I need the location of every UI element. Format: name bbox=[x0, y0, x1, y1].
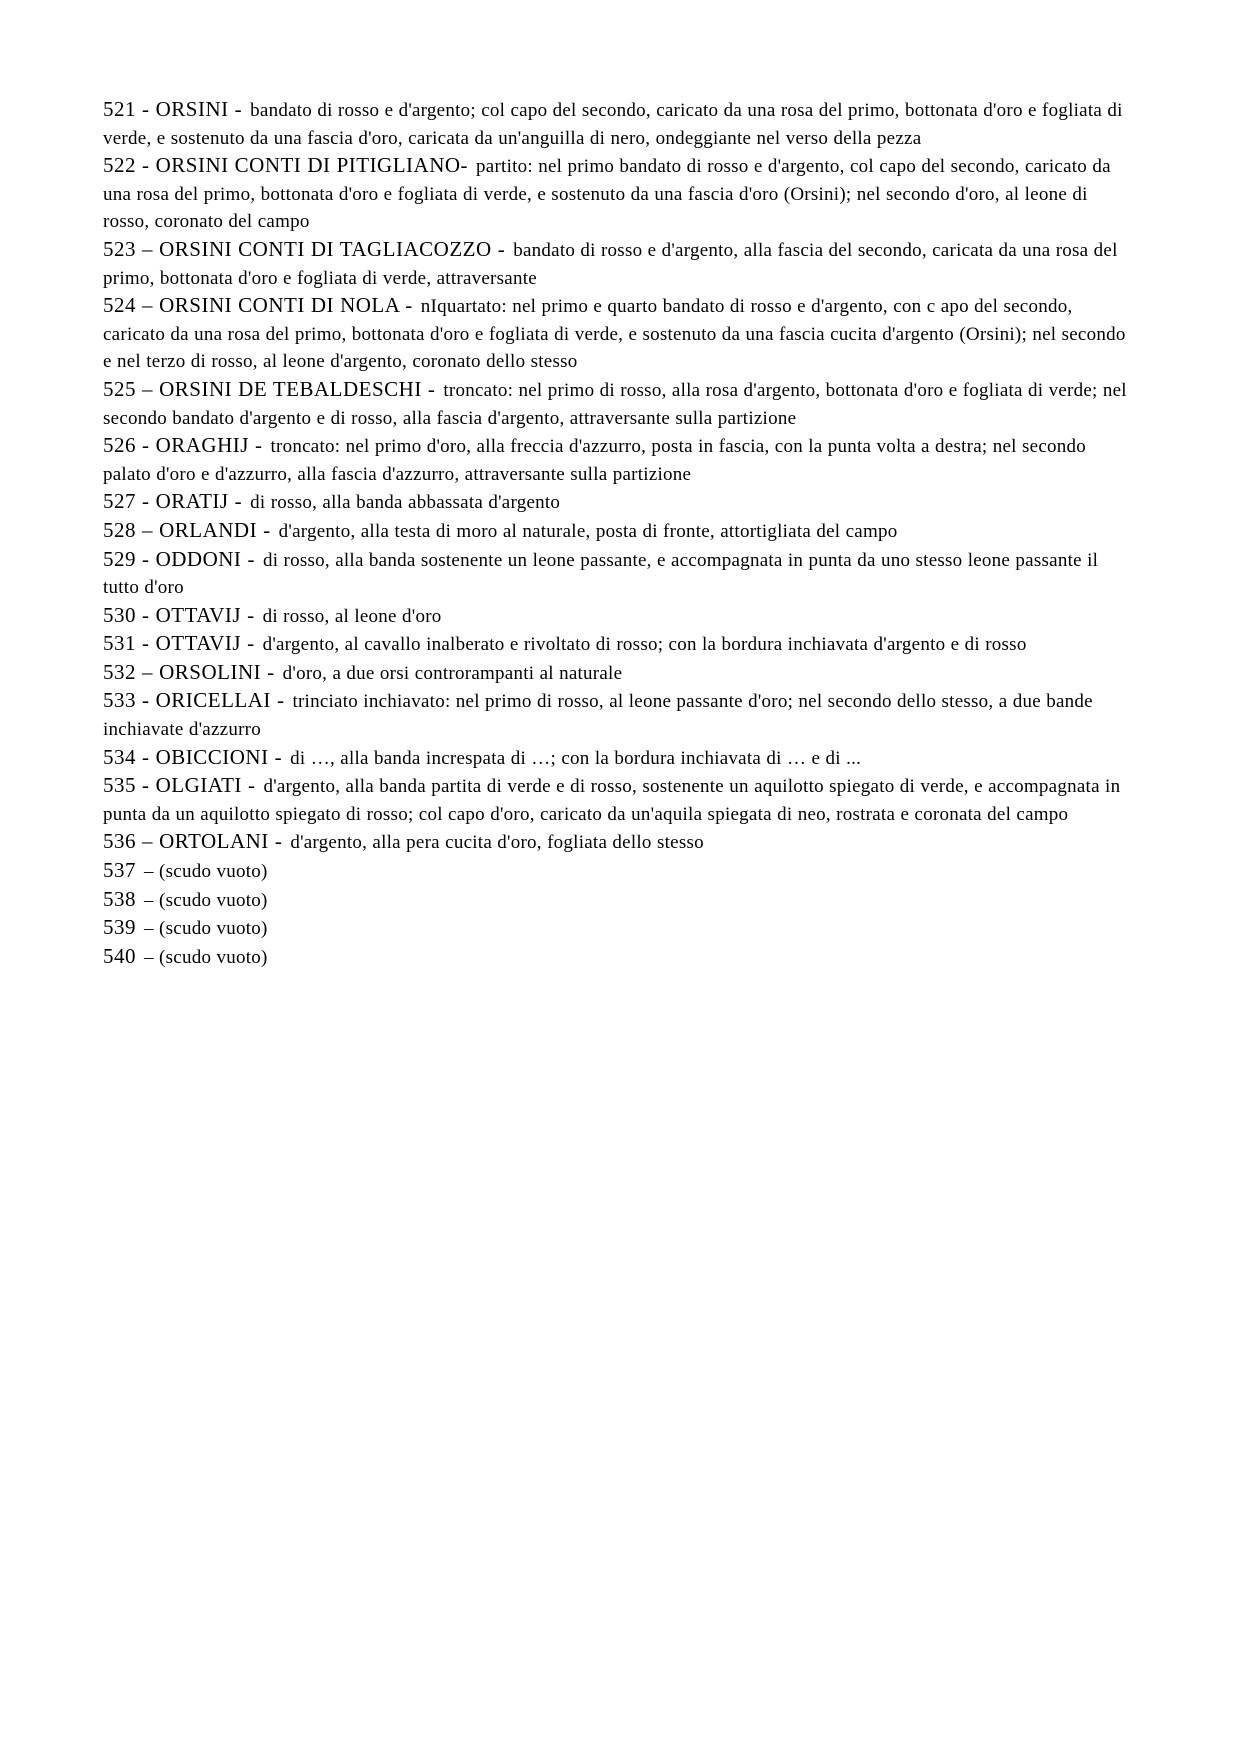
armorial-entry bbox=[103, 376, 1137, 432]
armorial-entry bbox=[103, 659, 1137, 688]
entry-number-and-family-name: 524 – ORSINI CONTI DI NOLA - bbox=[103, 293, 413, 318]
entry-blazon-description: di rosso, alla banda sostenente un leone passante, e accompagnata in punta da uno stesso leone passante il tutto d'oro bbox=[103, 549, 1099, 599]
armorial-entries-list bbox=[103, 96, 1137, 971]
entry-blazon-description: – (scudo vuoto) bbox=[144, 889, 268, 911]
entry-blazon-description: bandato di rosso e d'argento; col capo del secondo, caricato da una rosa del primo, bottonata d'oro e fogliata di verde, e sostenuto da una fascia d'oro, caricata da un'anguilla di nero, ondeggiante nel verso della pezza bbox=[103, 100, 1123, 149]
entry-number-and-family-name: 530 - OTTAVIJ - bbox=[103, 602, 255, 627]
entry-blazon-description: – (scudo vuoto) bbox=[144, 946, 268, 968]
entry-number-and-family-name: 539 bbox=[103, 915, 136, 940]
entry-blazon-description: partito: nel primo bandato di rosso e d'argento, col capo del secondo, caricato da una rosa del primo, bottonata d'oro e fogliata di verde, e sostenuto da una fascia d'oro (Orsini); nel secondo d'oro, al leone di rosso, coronato del campo bbox=[103, 156, 1111, 233]
entry-blazon-description: d'argento, alla pera cucita d'oro, fogliata dello stesso bbox=[290, 832, 704, 854]
entry-blazon-description: d'oro, a due orsi controrampanti al naturale bbox=[282, 662, 623, 684]
entry-number-and-family-name: 522 - ORSINI CONTI DI PITIGLIANO- bbox=[103, 153, 469, 178]
entry-number-and-family-name: 531 - OTTAVIJ - bbox=[103, 631, 255, 656]
entry-blazon-description: troncato: nel primo d'oro, alla freccia d'azzurro, posta in fascia, con la punta volta a destra; nel secondo palato d'oro e d'azzurro, alla fascia d'azzurro, attraversante sulla partizione bbox=[103, 436, 1087, 485]
entry-blazon-description: nIquartato: nel primo e quarto bandato di rosso e d'argento, con c apo del secondo, caricato da una rosa del primo, bottonata d'oro e fogliata di verde, e sostenuto da una fascia cucita d'argento (Orsini); nel secondo e nel terzo di rosso, al leone d'argento, coronato dello stesso bbox=[103, 296, 1126, 373]
entry-number-and-family-name: 538 bbox=[103, 886, 136, 911]
armorial-entry bbox=[103, 914, 1137, 943]
entry-blazon-description: di rosso, alla banda abbassata d'argento bbox=[250, 492, 561, 514]
entry-number-and-family-name: 532 – ORSOLINI - bbox=[103, 659, 275, 684]
entry-blazon-description: – (scudo vuoto) bbox=[144, 918, 268, 940]
entry-blazon-description: di …, alla banda increspata di …; con la bordura inchiavata di … e di ... bbox=[290, 747, 862, 769]
entry-number-and-family-name: 521 - ORSINI - bbox=[103, 97, 243, 121]
armorial-entry bbox=[103, 687, 1137, 743]
entry-number-and-family-name: 533 - ORICELLAI - bbox=[103, 688, 285, 713]
armorial-entry bbox=[103, 857, 1137, 886]
armorial-entry bbox=[103, 546, 1137, 602]
armorial-entry bbox=[103, 517, 1137, 546]
entry-blazon-description: d'argento, alla testa di moro al naturale, posta di fronte, attortigliata del campo bbox=[278, 520, 898, 542]
armorial-entry bbox=[103, 236, 1137, 292]
armorial-entry bbox=[103, 96, 1137, 152]
entry-number-and-family-name: 528 – ORLANDI - bbox=[103, 517, 271, 542]
entry-number-and-family-name: 540 bbox=[103, 943, 136, 968]
entry-blazon-description: – (scudo vuoto) bbox=[144, 861, 268, 883]
entry-number-and-family-name: 529 - ODDONI - bbox=[103, 546, 255, 571]
entry-number-and-family-name: 534 - OBICCIONI - bbox=[103, 744, 283, 769]
armorial-entry bbox=[103, 744, 1137, 773]
armorial-entry bbox=[103, 152, 1137, 236]
entry-blazon-description: di rosso, al leone d'oro bbox=[262, 605, 442, 627]
entry-blazon-description: d'argento, al cavallo inalberato e rivoltato di rosso; con la bordura inchiavata d'argento e di rosso bbox=[262, 634, 1027, 656]
armorial-entry bbox=[103, 772, 1137, 828]
armorial-entry bbox=[103, 943, 1137, 972]
armorial-entry bbox=[103, 602, 1137, 631]
armorial-entry bbox=[103, 488, 1137, 517]
entry-blazon-description: bandato di rosso e d'argento, alla fascia del secondo, caricata da una rosa del primo, bottonata d'oro e fogliata di verde, attraversante bbox=[103, 239, 1118, 289]
entry-number-and-family-name: 525 – ORSINI DE TEBALDESCHI - bbox=[103, 376, 436, 401]
entry-number-and-family-name: 536 – ORTOLANI - bbox=[103, 829, 283, 854]
entry-blazon-description: troncato: nel primo di rosso, alla rosa d'argento, bottonata d'oro e fogliata di verde; nel secondo bandato d'argento e di rosso, alla fascia d'argento, attraversante sulla partizione bbox=[103, 379, 1127, 429]
armorial-entry bbox=[103, 828, 1137, 857]
armorial-entry bbox=[103, 630, 1137, 659]
entry-blazon-description: d'argento, alla banda partita di verde e di rosso, sostenente un aquilotto spiegato di verde, e accompagnata in punta da un aquilotto spiegato di rosso; col capo d'oro, caricato da un'aquila spiegata di neo, rostrata e coronata del campo bbox=[103, 776, 1121, 825]
entry-number-and-family-name: 527 - ORATIJ - bbox=[103, 489, 243, 514]
entry-blazon-description: trinciato inchiavato: nel primo di rosso, al leone passante d'oro; nel secondo dello stesso, a due bande inchiavate d'azzurro bbox=[103, 691, 1093, 741]
armorial-entry bbox=[103, 432, 1137, 488]
entry-number-and-family-name: 523 – ORSINI CONTI DI TAGLIACOZZO - bbox=[103, 236, 506, 261]
armorial-entry bbox=[103, 886, 1137, 915]
entry-number-and-family-name: 537 bbox=[103, 858, 136, 883]
entry-number-and-family-name: 535 - OLGIATI - bbox=[103, 773, 256, 798]
armorial-entry bbox=[103, 292, 1137, 376]
entry-number-and-family-name: 526 - ORAGHIJ - bbox=[103, 433, 263, 458]
